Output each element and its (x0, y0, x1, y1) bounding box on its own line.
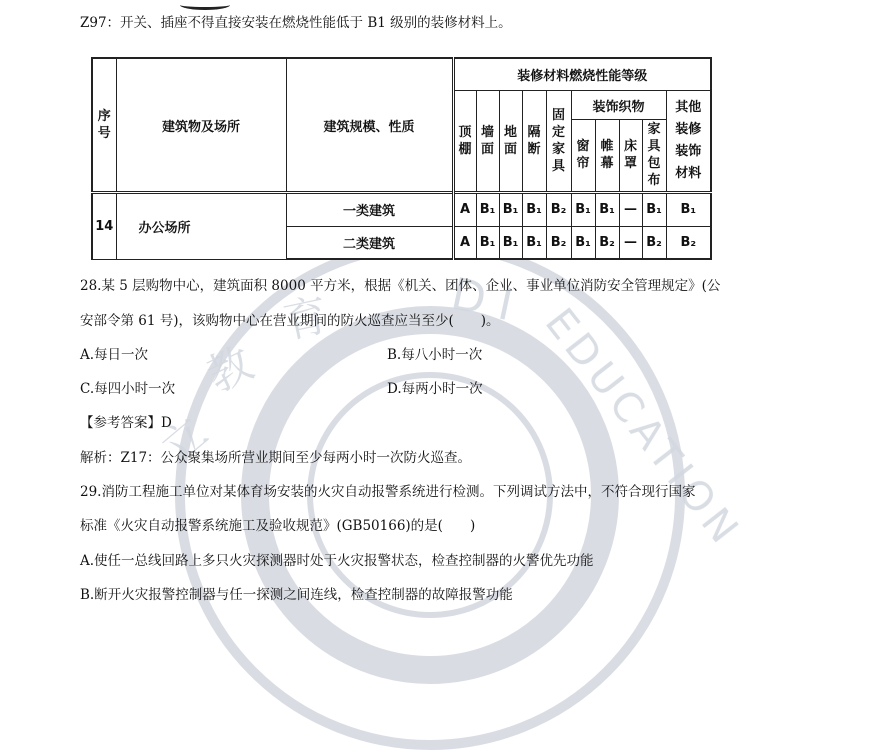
cell-value: B₁ (595, 193, 619, 227)
cell-value: B₁ (571, 226, 595, 259)
header-furniture: 固 定 家 具 (546, 91, 571, 193)
watermark-latin: EDUCATION (535, 300, 751, 557)
table-row (92, 193, 711, 227)
header-partition: 隔 断 (522, 91, 546, 193)
cell-value: B₁ (666, 193, 711, 227)
fire-rating-table (91, 57, 712, 260)
cell-value: A (453, 193, 476, 227)
header-wall: 墙 面 (476, 91, 499, 193)
q28-line-1: 28.某 5 层购物中心，建筑面积 8000 平方米，根据《机关、团体、企业、事业单位消防安全管理规定》(公 (80, 278, 721, 294)
watermark-char-1: 立 (150, 406, 218, 475)
cell-value: B₂ (595, 226, 619, 259)
header-place: 建筑物及场所 (116, 58, 286, 193)
cell-value: B₁ (476, 193, 499, 227)
watermark-char-2: 教 (199, 337, 261, 403)
header-upholstery: 家 具 包 布 (642, 119, 666, 192)
header-seq: 序 号 (92, 58, 116, 193)
cell-value: B₂ (666, 226, 711, 259)
header-drape: 帷 幕 (595, 119, 619, 192)
q29-line-2: 标准《火灾自动报警系统施工及验收规范》(GB50166)的是( ) (80, 518, 476, 534)
q29-line-1: 29.消防工程施工单位对某体育场安装的火灾自动报警系统进行检测。下列调试方法中，不符合现行国家 (80, 484, 696, 500)
header-floor: 地 面 (499, 91, 522, 193)
q28-answer: 【参考答案】D (80, 415, 172, 431)
q29-option-b: B.断开火灾报警控制器与任一探测之间连线，检查控制器的故障报警功能 (80, 587, 513, 603)
cell-value: B₁ (499, 226, 522, 259)
header-textile: 装饰织物 (571, 91, 666, 119)
cell-scale: 一类建筑 (286, 193, 453, 227)
header-curtain: 窗 帘 (571, 119, 595, 192)
cell-scale: 二类建筑 (286, 226, 453, 259)
header-other: 其他 装修 装饰 材料 (666, 91, 711, 193)
top-edge-decoration (180, 0, 230, 10)
cell-value: B₂ (546, 226, 571, 259)
intro-line: Z97：开关、插座不得直接安装在燃烧性能低于 B1 级别的装修材料上。 (80, 15, 512, 31)
cell-place: 办公场所 (116, 193, 286, 259)
header-ceiling: 顶 棚 (453, 91, 476, 193)
q28-line-2: 安部令第 61 号)，该购物中心在营业期间的防火巡查应当至少( )。 (80, 313, 500, 329)
cell-value: B₁ (571, 193, 595, 227)
watermark-char-3: 育 (279, 289, 333, 349)
q28-option-c: C.每四小时一次 (80, 381, 176, 397)
header-bedcover: 床 罩 (619, 119, 642, 192)
cell-value: B₂ (546, 193, 571, 227)
cell-value: B₁ (499, 193, 522, 227)
cell-no: 14 (92, 193, 116, 259)
cell-value: A (453, 226, 476, 259)
q29-option-a: A.使任一总线回路上多只火灾探测器时处于火灾报警状态，检查控制器的火警优先功能 (80, 553, 594, 569)
header-scale: 建筑规模、性质 (286, 58, 453, 193)
q28-option-a: A.每日一次 (80, 347, 149, 363)
header-grade: 装修材料燃烧性能等级 (453, 58, 711, 91)
cell-value: — (619, 226, 642, 259)
cell-value: B₁ (522, 226, 546, 259)
watermark-partial: D I (446, 268, 518, 332)
q28-option-b: B.每八小时一次 (387, 347, 483, 363)
cell-value: B₁ (522, 193, 546, 227)
cell-value: B₁ (476, 226, 499, 259)
q28-analysis: 解析：Z17：公众聚集场所营业期间至少每两小时一次防火巡查。 (80, 450, 472, 466)
cell-value: B₁ (642, 193, 666, 227)
cell-value: B₂ (642, 226, 666, 259)
q28-option-d: D.每两小时一次 (387, 381, 483, 397)
cell-value: — (619, 193, 642, 227)
